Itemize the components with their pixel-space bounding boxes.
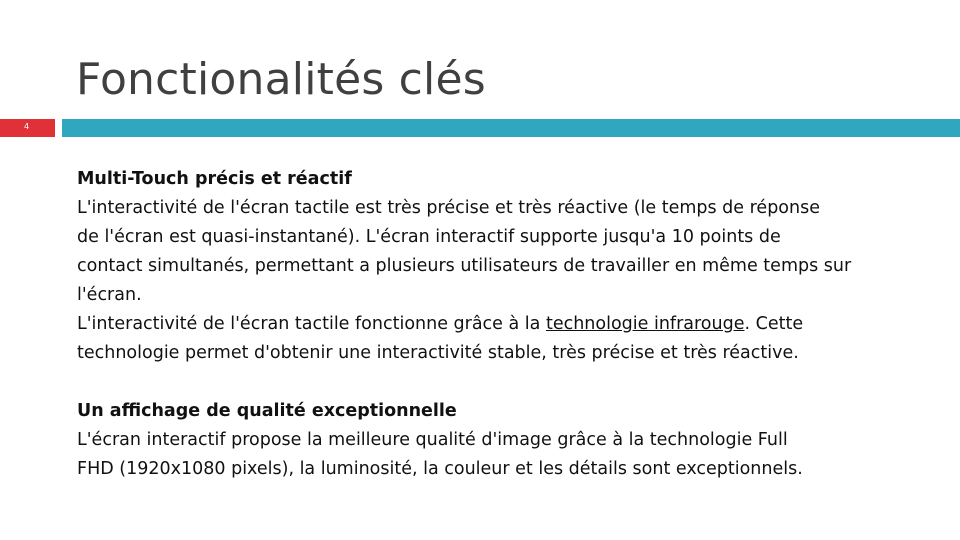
paragraph-spacer <box>77 368 907 397</box>
title-underline-bar <box>62 119 960 137</box>
body-text: . Cette <box>744 314 804 334</box>
body-line: L'interactivité de l'écran tactile est très précise et très réactive (le temps de réponse <box>77 198 820 218</box>
slide-body <box>77 165 907 484</box>
infrared-technology-link[interactable]: technologie infrarouge <box>545 314 745 334</box>
body-line: contact simultanés, permettant a plusieurs utilisateurs de travailler en même temps sur <box>77 256 852 276</box>
body-line: technologie permet d'obtenir une interactivité stable, très précise et très réactive. <box>77 343 799 363</box>
section-heading-multitouch: Multi-Touch précis et réactif <box>77 169 352 189</box>
slide-title: Fonctionalités clés <box>76 54 486 105</box>
body-line-with-link <box>77 310 907 339</box>
body-line: FHD (1920x1080 pixels), la luminosité, la couleur et les détails sont exceptionnels. <box>77 459 803 479</box>
section-heading-display: Un affichage de qualité exceptionnelle <box>77 401 457 421</box>
body-line: L'écran interactif propose la meilleure qualité d'image grâce à la technologie Full <box>77 430 788 450</box>
body-text: L'interactivité de l'écran tactile fonctionne grâce à la <box>77 314 546 334</box>
body-line: l'écran. <box>77 285 142 305</box>
slide-number: 4 <box>24 122 30 131</box>
body-line: de l'écran est quasi-instantané). L'écran interactif supporte jusqu'a 10 points de <box>77 227 781 247</box>
